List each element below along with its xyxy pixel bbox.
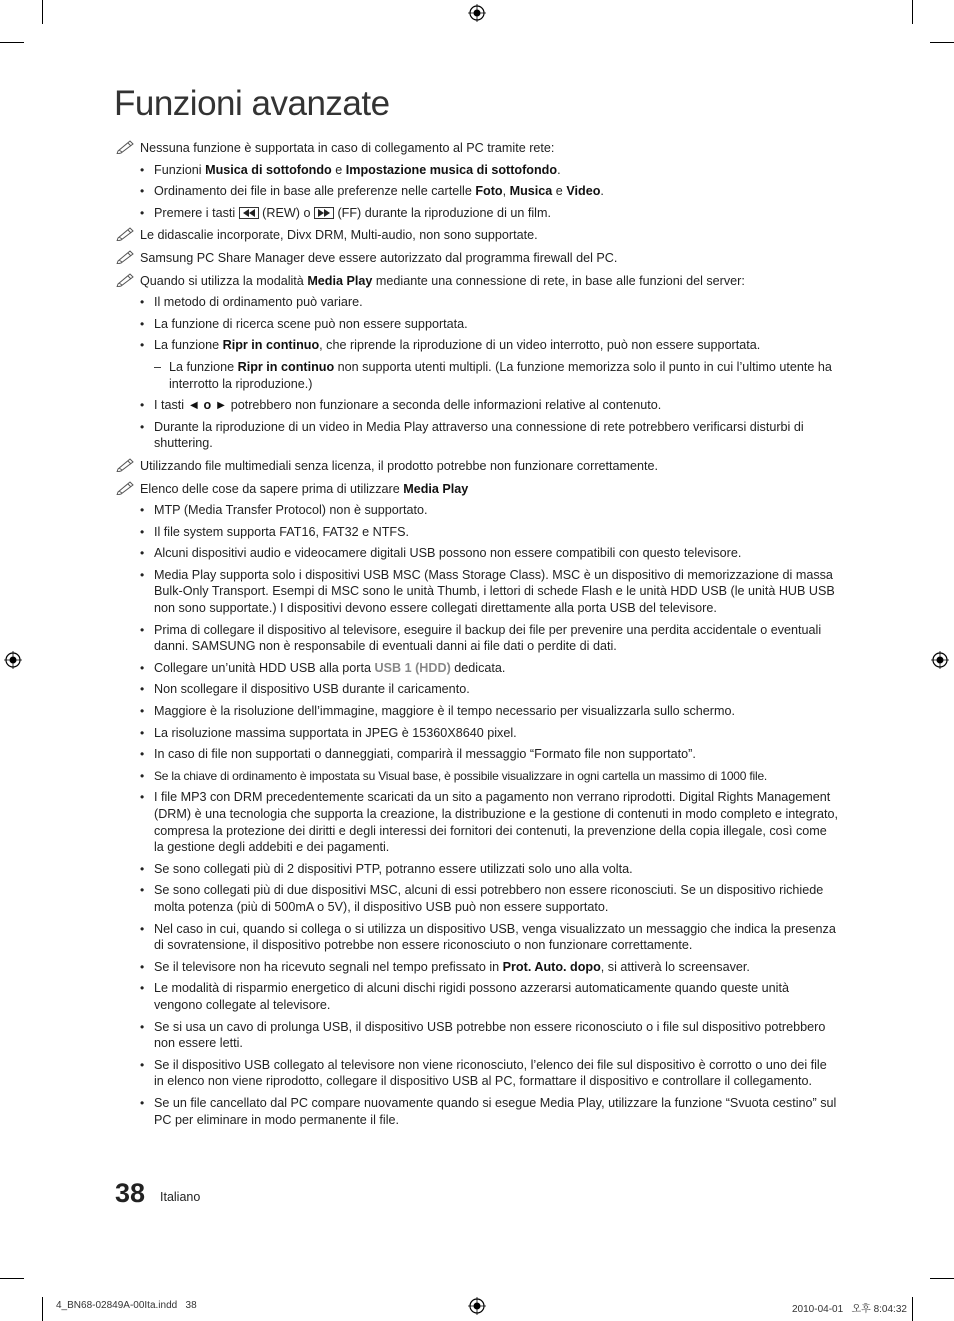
crop-mark <box>912 0 913 24</box>
pencil-note-icon <box>116 479 136 495</box>
note <box>116 227 840 244</box>
list-item: • Se la chiave di ordinamento è impostata su Visual base, è possibile visualizzare in ogni cartella un massimo di 1000 file. <box>116 768 840 785</box>
list-item: • Le modalità di risparmio energetico di alcuni dischi rigidi possono azzerarsi automaticamente quando queste unità vengono collegate al televisore. <box>116 980 840 1013</box>
note <box>116 140 840 157</box>
sub-item: – La funzione Ripr in continuo non supporta utenti multipli. (La funzione memorizza solo il punto in cui l’ultimo utente ha interrotto la riproduzione.) <box>154 359 832 391</box>
pencil-note-icon <box>116 248 136 264</box>
page-number: 38 <box>115 1178 146 1208</box>
list-item: • Prima di collegare il dispositivo al televisore, eseguire il backup dei file per prevenire una perdita accidentale o eventuali danni. SAMSUNG non è responsabile di eventuali danni ai file dati o perdite di dati. <box>116 622 840 655</box>
list-item: • Se un file cancellato dal PC compare nuovamente quando si esegue Media Play, utilizzare la funzione “Svuota cestino” sul PC per eliminare in modo permanente il file. <box>116 1095 840 1128</box>
language-label: Italiano <box>160 1190 201 1204</box>
list-item: • Se si usa un cavo di prolunga USB, il dispositivo USB potrebbe non essere riconosciuto o i file sul dispositivo potrebbero non essere letti. <box>116 1019 840 1052</box>
note-text: Le didascalie incorporate, Divx DRM, Multi-audio, non sono supportate. <box>140 228 538 243</box>
footer-file-name: 4_BN68-02849A-00Ita.indd 38 <box>56 1300 197 1311</box>
list-item: • Premere i tasti (REW) o (FF) durante la riproduzione di un film. <box>116 205 840 222</box>
registration-mark-icon <box>468 4 486 22</box>
note <box>116 458 840 475</box>
note-text: Quando si utilizza la modalità Media Play mediante una connessione di rete, in base alle funzioni del server: <box>140 273 745 288</box>
list-item: • Se sono collegati più di 2 dispositivi PTP, potranno essere utilizzati solo uno alla volta. <box>116 861 840 878</box>
registration-mark-icon <box>468 1297 486 1315</box>
crop-mark <box>912 1297 913 1321</box>
registration-mark-icon <box>4 651 22 669</box>
crop-mark <box>42 1297 43 1321</box>
pencil-note-icon <box>116 225 136 241</box>
crop-mark <box>930 42 954 43</box>
list-item: • Ordinamento dei file in base alle preferenze nelle cartelle Foto, Musica e Video. <box>116 183 840 200</box>
bullet-list <box>116 294 840 354</box>
note <box>116 250 840 267</box>
note <box>116 481 840 498</box>
list-item: • Alcuni dispositivi audio e videocamere digitali USB possono non essere compatibili con questo televisore. <box>116 545 840 562</box>
list-item: • Se il dispositivo USB collegato al televisore non viene riconosciuto, l’elenco dei file sul dispositivo è corrotto o uno dei file in elenco non viene riprodotto, collegare il dispositivo USB al PC, formattare il dispositivo e controllare il collegamento. <box>116 1057 840 1090</box>
bullet-list <box>116 397 840 452</box>
list-item: • Non scollegare il dispositivo USB durante il caricamento. <box>116 681 840 698</box>
list-item: • Nel caso in cui, quando si collega o si utilizza un dispositivo USB, venga visualizzato un messaggio che indica la presenza di sovratensione, il dispositivo potrebbe non essere riconosciuto o non funzionare correttamente. <box>116 921 840 954</box>
pencil-note-icon <box>116 138 136 154</box>
page-title: Funzioni avanzate <box>114 84 390 123</box>
bullet-list <box>116 502 840 1128</box>
note-text: Utilizzando file multimediali senza licenza, il prodotto potrebbe non funzionare correttamente. <box>140 458 659 473</box>
list-item: • Il metodo di ordinamento può variare. <box>116 294 840 311</box>
list-item: • Collegare un’unità HDD USB alla porta USB 1 (HDD) dedicata. <box>116 660 840 677</box>
list-item: • Funzioni Musica di sottofondo e Impostazione musica di sottofondo. <box>116 162 840 179</box>
crop-mark <box>42 0 43 24</box>
note-text: Elenco delle cose da sapere prima di utilizzare Media Play <box>140 481 469 496</box>
list-item: • Se sono collegati più di due dispositivi MSC, alcuni di essi potrebbero non essere riconosciuti. Se un dispositivo richiede molta potenza (più di 500mA o 5V), il dispositivo USB può non essere supportato. <box>116 882 840 915</box>
list-item: • I file MP3 con DRM precedentemente scaricati da un sito a pagamento non verrano riprodotti. Digital Rights Management (DRM) è una tecnologia che supporta la creazione, la distribuzione e la gestione di contenuti in modo completo e integrato, compresa la protezione dei diritti e degli interessi dei fornitori dei contenuti, la prevenzione della copia illegale, così come la gestione degli addebiti e dei pagamenti. <box>116 789 840 855</box>
rewind-key-icon <box>239 207 259 219</box>
list-item: • Durante la riproduzione di un video in Media Play attraverso una connessione di rete potrebbero verificarsi disturbi di shuttering. <box>116 419 840 452</box>
list-item: • Il file system supporta FAT16, FAT32 e NTFS. <box>116 524 840 541</box>
list-item: • La funzione di ricerca scene può non essere supportata. <box>116 316 840 333</box>
list-item: • I tasti ◄ o ► potrebbero non funzionare a seconda delle informazioni relative al contenuto. <box>116 397 840 414</box>
content <box>116 134 840 1133</box>
note-text: Samsung PC Share Manager deve essere autorizzato dal programma firewall del PC. <box>140 250 618 265</box>
pencil-note-icon <box>116 271 136 287</box>
list-item: • In caso di file non supportati o danneggiati, comparirà il messaggio “Formato file non supportato”. <box>116 746 840 763</box>
list-item: • Media Play supporta solo i dispositivi USB MSC (Mass Storage Class). MSC è un dispositivo di memorizzazione di massa Bulk-Only Transport. Esempi di MSC sono le unità Thumb, i lettori di schede Flash e le unità HDD USB (le unità HUB USB non sono supportate.) I dispositivi devono essere collegati direttamente alla porta USB del televisore. <box>116 567 840 617</box>
list-item: • La funzione Ripr in continuo, che riprende la riproduzione di un video interrotto, può non essere supportata. <box>116 337 840 354</box>
pencil-note-icon <box>116 456 136 472</box>
list-item: • La risoluzione massima supportata in JPEG è 15360X8640 pixel. <box>116 725 840 742</box>
registration-mark-icon <box>931 651 949 669</box>
note <box>116 273 840 290</box>
crop-mark <box>930 1278 954 1279</box>
bullet-list <box>116 162 840 222</box>
crop-mark <box>0 1278 24 1279</box>
note-text: Nessuna funzione è supportata in caso di collegamento al PC tramite rete: <box>140 141 555 155</box>
footer-timestamp: 2010-04-01 오후 8:04:32 <box>792 1304 907 1315</box>
fast-forward-key-icon <box>314 207 334 219</box>
list-item: • MTP (Media Transfer Protocol) non è supportato. <box>116 502 840 519</box>
list-item: • Se il televisore non ha ricevuto segnali nel tempo prefissato in Prot. Auto. dopo, si attiverà lo screensaver. <box>116 959 840 976</box>
list-item: • Maggiore è la risoluzione dell’immagine, maggiore è il tempo necessario per visualizzarla sullo schermo. <box>116 703 840 720</box>
crop-mark <box>0 42 24 43</box>
